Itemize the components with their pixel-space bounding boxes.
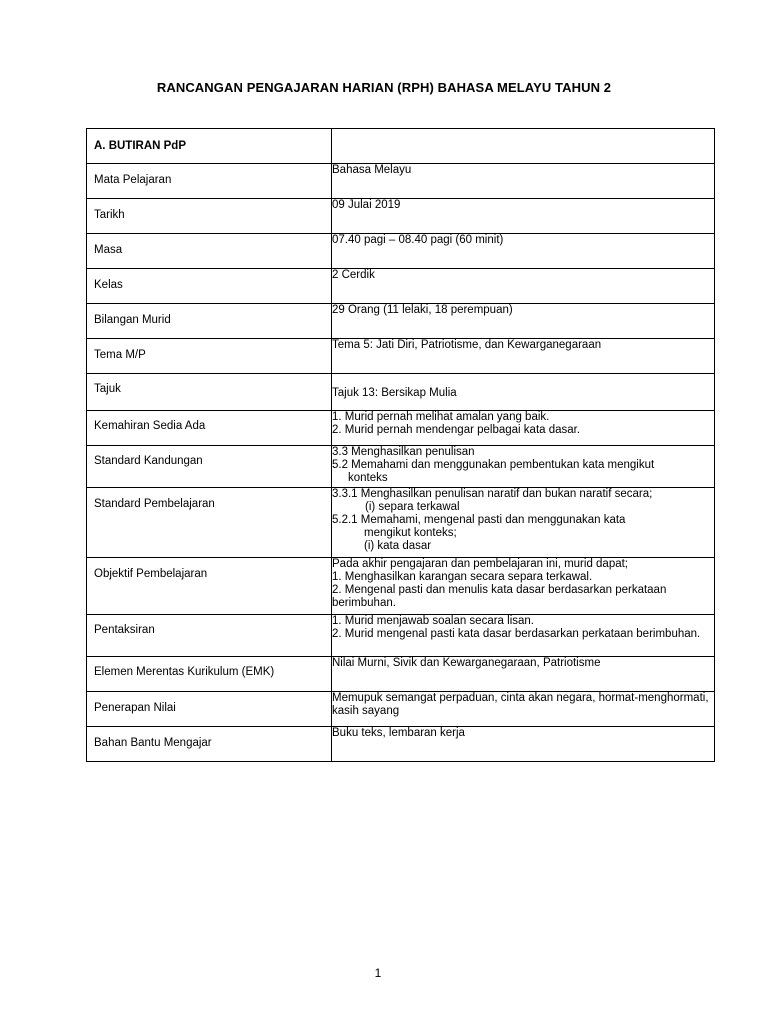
row-value-cell (332, 164, 715, 199)
row-value-line: 1. Murid menjawab soalan secara lisan. (332, 615, 534, 627)
table-header-row (87, 129, 715, 164)
table-row-kemahiran-sedia-ada (87, 411, 715, 446)
row-value-line: Tajuk 13: Bersikap Mulia (332, 387, 457, 399)
row-label: Bahan Bantu Mengajar (94, 737, 212, 749)
table-row-pentaksiran (87, 615, 715, 657)
row-label-cell (87, 558, 332, 615)
row-label-cell (87, 199, 332, 234)
page-number: 1 (374, 966, 382, 980)
row-value-line: Nilai Murni, Sivik dan Kewarganegaraan, Patriotisme (332, 657, 601, 669)
row-value-line: 3.3 Menghasilkan penulisan (332, 446, 475, 458)
row-value-line: 2. Murid pernah mendengar pelbagai kata dasar. (332, 424, 581, 436)
table-row-penerapan-nilai (87, 692, 715, 727)
row-value-line: 5.2.1 Memahami, mengenal pasti dan menggunakan kata (332, 514, 626, 526)
header-label-cell (87, 129, 332, 164)
table-row-bahan-bantu-mengajar (87, 727, 715, 762)
table-row-bilangan-murid (87, 304, 715, 339)
row-label: Elemen Merentas Kurikulum (EMK) (94, 666, 275, 678)
row-label: Tajuk (94, 383, 121, 395)
row-label-cell (87, 164, 332, 199)
row-label: Standard Kandungan (94, 455, 203, 467)
table-row-tema (87, 339, 715, 374)
row-value-cell (332, 234, 715, 269)
row-label-cell (87, 374, 332, 411)
row-value-line: 2. Murid mengenal pasti kata dasar berdasarkan perkataan berimbuhan. (332, 628, 701, 640)
row-label: Kelas (94, 279, 123, 291)
row-label-cell (87, 446, 332, 488)
row-value-line: mengikut konteks; (364, 527, 457, 539)
table-row-tajuk (87, 374, 715, 411)
row-value-line: 2. Mengenal pasti dan menulis kata dasar berdasarkan perkataan berimbuhan. (332, 584, 667, 609)
row-value-cell (332, 304, 715, 339)
row-label-cell (87, 657, 332, 692)
row-label: Tema M/P (94, 349, 146, 361)
row-value-line: 3.3.1 Menghasilkan penulisan naratif dan bukan naratif secara; (332, 488, 653, 500)
row-value-cell (332, 488, 715, 558)
row-value-line: 09 Julai 2019 (332, 199, 401, 211)
row-label-cell (87, 727, 332, 762)
row-label: Penerapan Nilai (94, 702, 176, 714)
row-value-line: Bahasa Melayu (332, 164, 412, 176)
row-value-line: Pada akhir pengajaran dan pembelajaran ini, murid dapat; (332, 558, 629, 570)
row-value-line: 1. Murid pernah melihat amalan yang baik. (332, 411, 550, 423)
table-row-standard-pembelajaran (87, 488, 715, 558)
row-value-line: 5.2 Memahami dan menggunakan pembentukan kata mengikut (332, 459, 655, 471)
row-label-cell (87, 488, 332, 558)
row-value-cell (332, 411, 715, 446)
header-value-cell (332, 129, 715, 164)
section-heading: A. BUTIRAN PdP (94, 139, 186, 152)
row-label: Standard Pembelajaran (94, 498, 215, 510)
row-label: Objektif Pembelajaran (94, 568, 208, 580)
row-value-cell (332, 692, 715, 727)
row-value-cell (332, 374, 715, 411)
row-value-line: 07.40 pagi – 08.40 pagi (60 minit) (332, 234, 504, 246)
table-row-emk (87, 657, 715, 692)
row-label-cell (87, 304, 332, 339)
row-label-cell (87, 234, 332, 269)
row-value-cell (332, 446, 715, 488)
row-label: Masa (94, 244, 123, 256)
row-value-cell (332, 727, 715, 762)
table-row-standard-kandungan (87, 446, 715, 488)
table-row-objektif-pembelajaran (87, 558, 715, 615)
table-row-masa (87, 234, 715, 269)
row-label: Kemahiran Sedia Ada (94, 420, 206, 432)
table-row-mata-pelajaran (87, 164, 715, 199)
row-label: Mata Pelajaran (94, 174, 172, 186)
row-label-cell (87, 339, 332, 374)
row-value-line: Tema 5: Jati Diri, Patriotisme, dan Kewarganegaraan (332, 339, 602, 351)
row-value-cell (332, 339, 715, 374)
table-row-tarikh (87, 199, 715, 234)
row-value-line: (i) separa terkawal (365, 501, 460, 513)
row-value-line: 29 Orang (11 lelaki, 18 perempuan) (332, 304, 513, 316)
row-value-cell (332, 199, 715, 234)
page-title: RANCANGAN PENGAJARAN HARIAN (RPH) BAHASA MELAYU TAHUN 2 (156, 80, 612, 95)
row-value-cell (332, 269, 715, 304)
row-value-line: (i) kata dasar (364, 540, 432, 552)
row-label-cell (87, 411, 332, 446)
row-label: Tarikh (94, 209, 125, 221)
row-label-cell (87, 615, 332, 657)
row-label: Bilangan Murid (94, 314, 171, 326)
row-label-cell (87, 269, 332, 304)
row-value-cell (332, 615, 715, 657)
row-value-line: Memupuk semangat perpaduan, cinta akan negara, hormat-menghormati, kasih sayang (332, 692, 709, 717)
row-label-cell (87, 692, 332, 727)
row-value-cell (332, 558, 715, 615)
rph-details-table (86, 128, 715, 762)
table-row-kelas (87, 269, 715, 304)
row-value-cell (332, 657, 715, 692)
row-value-line: konteks (348, 472, 388, 484)
row-value-line: 2 Cerdik (332, 269, 375, 281)
row-value-line: Buku teks, lembaran kerja (332, 727, 465, 739)
row-label: Pentaksiran (94, 624, 155, 636)
row-value-line: 1. Menghasilkan karangan secara separa terkawal. (332, 571, 593, 583)
